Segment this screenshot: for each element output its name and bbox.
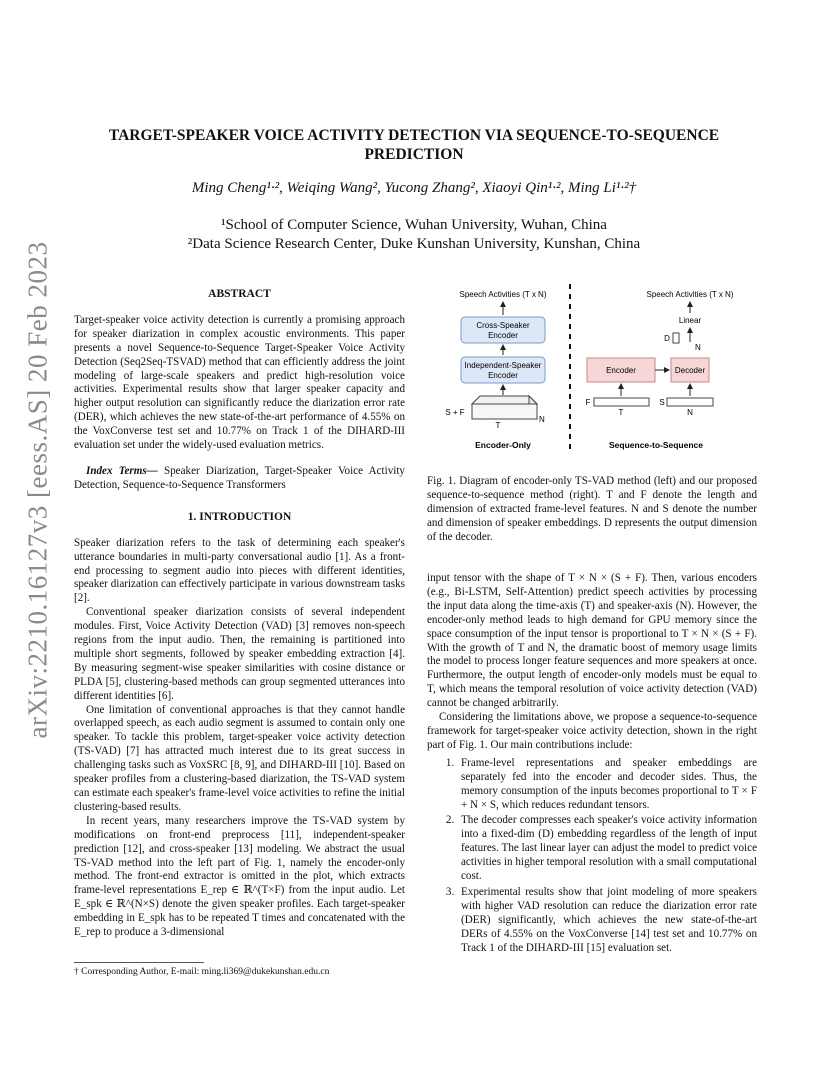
contributions-list	[427, 757, 757, 956]
speaker-embeddings-tensor	[667, 398, 713, 406]
intro-heading: 1. INTRODUCTION	[187, 510, 292, 523]
right-paragraph-1: input tensor with the shape of T × N × (S + F). Then, various encoders (e.g., Bi-LSTM, Self-Attention) predict speech activities by processing the input data along the time-axis (T) and speaker-axis (N). However, the encoder-only method leads to high demand for GPU memory since the space consumption of the input tensor is proportional to T × N × (S + F). With the growth of T and N, the dramatic boost of memory usage limits the model to process longer feature sequences and more speakers at once. Furthermore, the output length of encoder-only models must be equal to T, which means the temporal resolution of voice activity detection (VAD) cannot be changed arbitrarily.	[427, 572, 757, 710]
indep-encoder-label-2: Encoder	[488, 371, 518, 380]
abstract-text: Target-speaker voice activity detection is currently a promising approach for speaker diarization in complex acoustic environments. This paper presents a novel Sequence-to-Sequence Target-Speaker Voice Activity Detection (Seq2Seq-TSVAD) method that can efficiently address the joint modeling of large-scale speakers and predict high-resolution voice activities. Experimental results show that larger speaker capacity and higher output resolution can significantly reduce the diarization error rate (DER), which achieves the new state-of-the-art performance of 4.55% on the VoxConverse test set and 10.77% on Track 1 of the DIHARD-III evaluation set under the widely-used evaluation metrics.	[74, 313, 405, 452]
intro-paragraph-1: Speaker diarization refers to the task of determining each speaker's utterance boundaries in multi-party conversational audio [1]. As a front-end processing to segment audio into pieces with different identities, speaker diarization can effectively participate in various downstream tasks [2].	[74, 536, 405, 605]
f-label: F	[585, 398, 591, 407]
arxiv-stamp: arXiv:2210.16127v3 [eess.AS] 20 Feb 2023	[22, 241, 53, 739]
left-top-label: Speech Activities (T x N)	[459, 290, 547, 299]
index-terms-label: Index Terms—	[86, 464, 158, 477]
indep-encoder-label-1: Independent-Speaker	[464, 361, 542, 370]
tensor-front	[472, 404, 537, 419]
intro-paragraph-2: Conventional speaker diarization consists of several independent modules. First, Voice Activity Detection (VAD) [3] removes non-speech regions from the input audio. Then, the remaining is partitioned into multiple short segments, followed by speaker embedding extraction [4]. By measuring segment-wise speaker similarities with cosine distance or PLDA [5], clustering-based methods can group segmented utterances into different identities [6].	[74, 606, 405, 702]
s-label: S	[659, 398, 665, 407]
linear-label: Linear	[678, 316, 702, 325]
intro-paragraph-3: One limitation of conventional approaches is that they cannot handle overlapped speech, as each audio segment is assumed to contain only one speaker. To tackle this problem, target-speaker voice activity detection (TS-VAD) [7] has attracted much interest due to its great success in challenging tasks such as VoxSRC [8, 9], and DIHARD-III [10]. Based on speaker profiles from a clustering-based diarization, the TS-VAD system can estimate each speaker's frame-level voice activities to refine the initial clustering-based results.	[74, 703, 405, 813]
intro-paragraph-4: In recent years, many researchers improve the TS-VAD system by modifications on front-end preprocess [11], independent-speaker prediction [12], and cross-speaker [13] modeling. We abstract the usual TS-VAD method into the left part of Fig. 1, namely the encoder-only method. The front-end extractor is omitted in the plot, which extracts frame-level representations E_rep ∈ ℝ^(T×F) from the input audio. Let E_spk ∈ ℝ^(N×S) denote the given speaker profiles. Each target-speaker embedding in E_spk has to be repeated T times and concatenated with the E_rep to produce a 3-dimensional	[74, 814, 405, 939]
right-column	[427, 572, 757, 957]
paper-title: TARGET-SPEAKER VOICE ACTIVITY DETECTION VIA SEQUENCE-TO-SEQUENCE PREDICTION	[108, 127, 720, 163]
d-label: D	[664, 334, 670, 343]
figure-1-diagram	[427, 282, 757, 460]
cross-encoder-label-2: Encoder	[488, 331, 518, 340]
affiliation-2: ²Data Science Research Center, Duke Kunshan University, Kunshan, China	[187, 236, 641, 252]
affiliations	[80, 216, 748, 254]
affiliation-1: ¹School of Computer Science, Wuhan University, Wuhan, China	[221, 217, 607, 233]
contribution-item: 3. Experimental results show that joint modeling of more speakers with higher VAD resolution can reduce the diarization error rate (DER) significantly, which achieves the new state-of-the-art DERs of 4.55% on the VoxConverse [14] test set and 10.77% on Track 1 of the DIHARD-III [15] evaluation set.	[457, 886, 757, 956]
s-plus-f-label: S + F	[445, 408, 465, 417]
right-paragraph-2: Considering the limitations above, we propose a sequence-to-sequence framework for target-speaker voice activity detection, shown in the right part of Fig. 1. Our main contributions include:	[427, 711, 757, 751]
encoder-label: Encoder	[606, 366, 636, 375]
left-n-label: N	[539, 415, 545, 424]
abstract-heading: ABSTRACT	[208, 288, 271, 300]
d-vector	[673, 333, 679, 343]
right-n-label: N	[687, 408, 693, 417]
index-terms	[74, 465, 405, 493]
contribution-item: 2. The decoder compresses each speaker's voice activity information into a fixed-dim (D) embedding regardless of the length of input features. The last linear layer can adjust the model to predict voice activities in higher temporal resolution with a small computational cost.	[457, 814, 757, 884]
figure-caption: Fig. 1. Diagram of encoder-only TS-VAD method (left) and our proposed sequence-to-sequence method (right). T and F denote the length and dimension of extracted frame-level features. N and S denote the number and dimension of speaker embeddings. D represents the output dimension of the decoder.	[427, 475, 757, 543]
cross-encoder-label-1: Cross-Speaker	[476, 321, 530, 330]
authors: Ming Cheng¹·², Weiqing Wang², Yucong Zhang², Xiaoyi Qin¹·², Ming Li¹·²†	[191, 180, 637, 196]
encoder-only-label: Encoder-Only	[475, 440, 531, 450]
index-terms-text: Speaker Diarization, Target-Speaker Voice Activity Detection, Sequence-to-Sequence Transformers	[74, 464, 405, 491]
frame-features-tensor	[594, 398, 649, 406]
seq2seq-label: Sequence-to-Sequence	[609, 440, 703, 450]
right-t-label: T	[618, 408, 624, 417]
tensor-top	[472, 396, 537, 404]
n-top-label: N	[695, 343, 701, 352]
left-column	[74, 288, 405, 940]
footnote: † Corresponding Author, E-mail: ming.li369@dukekunshan.edu.cn	[74, 962, 405, 977]
right-top-label: Speech Activities (T x N)	[646, 290, 734, 299]
decoder-label: Decoder	[674, 366, 706, 375]
left-t-label: T	[495, 421, 501, 430]
contribution-item: 1. Frame-level representations and speaker embeddings are separately fed into the encoder and decoder sides. Thus, the memory consumption of the inputs becomes proportional to T × F + N × S, which reduces redundant tensors.	[457, 757, 757, 813]
